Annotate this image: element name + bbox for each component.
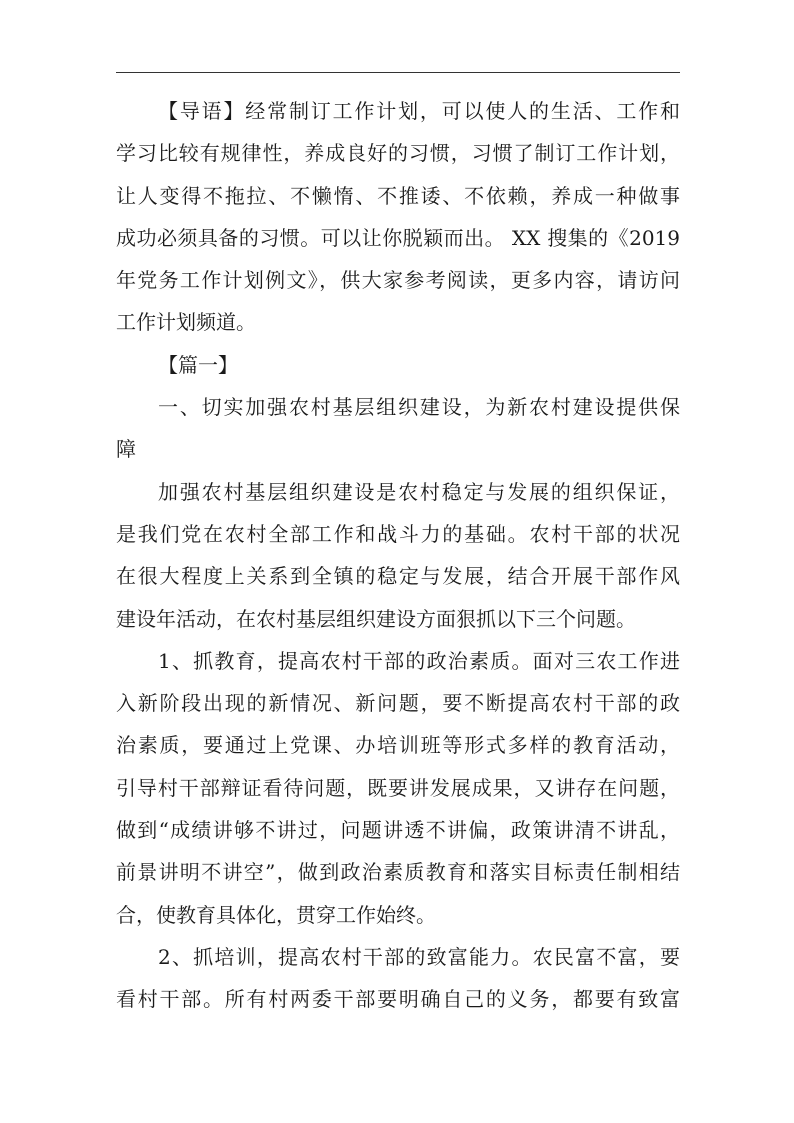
heading-1-line-1: 一、切实加强农村基层组织建设，为新农村建设提供保 [158,395,680,420]
para-2-line-1: 1、抓教育，提高农村干部的政治素质。面对三农工作进 [158,648,680,673]
header-rule [116,72,680,73]
para-2-line-7: 合，使教育具体化，贯穿工作始终。 [116,902,436,927]
para-2-line-5: 做到“成绩讲够不讲过，问题讲透不讲偏，政策讲清不讲乱， [116,818,680,843]
intro-line-6: 工作计划频道。 [116,310,256,335]
intro-line-2: 学习比较有规律性，养成良好的习惯，习惯了制订工作计划， [116,141,680,166]
section-heading: 【篇一】 [158,352,238,377]
intro-line-3: 让人变得不拖拉、不懒惰、不推诿、不依赖，养成一种做事 [116,183,680,208]
para-3-line-2: 看村干部。所有村两委干部要明确自己的义务，都要有致富 [116,987,680,1012]
document-body [116,90,680,1021]
para-2-line-6: 前景讲明不讲空”，做到政治素质教育和落实目标责任制相结 [116,860,680,885]
para-2-line-2: 入新阶段出现的新情况、新问题，要不断提高农村干部的政 [116,691,680,716]
para-2-line-3: 治素质，要通过上党课、办培训班等形式多样的教育活动， [116,733,680,758]
para-1-line-1: 加强农村基层组织建设是农村稳定与发展的组织保证， [158,479,680,504]
intro-line-5: 年党务工作计划例文》，供大家参考阅读，更多内容，请访问 [116,268,680,293]
para-3-line-1: 2、抓培训，提高农村干部的致富能力。农民富不富，要 [158,944,680,969]
heading-1-line-2: 障 [116,437,136,462]
para-2-line-4: 引导村干部辩证看待问题，既要讲发展成果，又讲存在问题， [116,775,680,800]
para-1-line-2: 是我们党在农村全部工作和战斗力的基础。农村干部的状况 [116,521,680,546]
intro-line-1: 【导语】经常制订工作计划，可以使人的生活、工作和 [158,99,680,123]
intro-line-4: 成功必须具备的习惯。可以让你脱颖而出。 XX 搜集的《2019 [116,225,680,250]
para-1-line-3: 在很大程度上关系到全镇的稳定与发展，结合开展干部作风 [116,564,680,589]
para-1-line-4: 建设年活动，在农村基层组织建设方面狠抓以下三个问题。 [116,606,636,631]
